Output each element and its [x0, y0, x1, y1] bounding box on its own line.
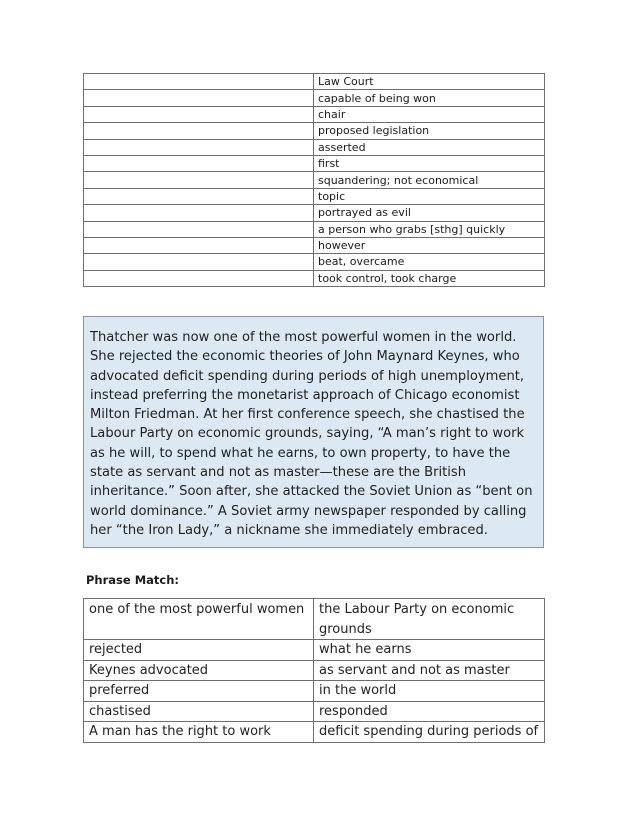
word-cell	[84, 106, 314, 122]
word-cell	[84, 254, 314, 270]
table-row	[84, 722, 545, 743]
table-row	[84, 90, 545, 106]
phrase-end-cell: responded	[314, 701, 545, 722]
table-row	[84, 139, 545, 155]
definition-cell: however	[314, 237, 545, 253]
phrase-end-cell: in the world	[314, 681, 545, 702]
phrase-match-heading: Phrase Match:	[86, 573, 179, 587]
table-row	[84, 188, 545, 204]
definition-cell: a person who grabs [sthg] quickly	[314, 221, 545, 237]
word-cell	[84, 74, 314, 90]
phrase-match-table	[83, 598, 545, 743]
table-row	[84, 106, 545, 122]
phrase-end-cell: the Labour Party on economic grounds	[314, 599, 545, 640]
table-row	[84, 123, 545, 139]
word-cell	[84, 205, 314, 221]
definition-cell: capable of being won	[314, 90, 545, 106]
table-row	[84, 701, 545, 722]
table-row	[84, 205, 545, 221]
phrase-start-cell: Keynes advocated	[84, 660, 314, 681]
word-cell	[84, 123, 314, 139]
word-cell	[84, 188, 314, 204]
phrase-start-cell: one of the most powerful women	[84, 599, 314, 640]
definition-cell: portrayed as evil	[314, 205, 545, 221]
definition-cell: took control, took charge	[314, 270, 545, 286]
word-cell	[84, 139, 314, 155]
table-row	[84, 660, 545, 681]
word-cell	[84, 155, 314, 171]
word-cell	[84, 221, 314, 237]
table-row	[84, 599, 545, 640]
definition-cell: chair	[314, 106, 545, 122]
definition-cell: asserted	[314, 139, 545, 155]
table-row	[84, 270, 545, 286]
reading-passage-text: Thatcher was now one of the most powerful women in the world. She rejected the economic theories of John Maynard Keynes, who advocated deficit spending during periods of high unemployment, instead preferring the monetarist approach of Chicago economist Milton Friedman. At her first conference speech, she chastised the Labour Party on economic grounds, saying, “A man’s right to work as he will, to spend what he earns, to own property, to have the state as servant and not as master—these are the British inheritance.” Soon after, she attacked the Soviet Union as “bent on world dominance.” A Soviet army newspaper responded by calling her “the Iron Lady,” a nickname she immediately embraced.	[90, 330, 533, 538]
table-row	[84, 221, 545, 237]
vocabulary-table	[83, 73, 545, 287]
definition-cell: beat, overcame	[314, 254, 545, 270]
phrase-end-cell: what he earns	[314, 640, 545, 661]
table-row	[84, 237, 545, 253]
definition-cell: first	[314, 155, 545, 171]
phrase-start-cell: preferred	[84, 681, 314, 702]
word-cell	[84, 237, 314, 253]
definition-cell: Law Court	[314, 74, 545, 90]
definition-cell: topic	[314, 188, 545, 204]
definition-cell: squandering; not economical	[314, 172, 545, 188]
table-row	[84, 254, 545, 270]
table-row	[84, 640, 545, 661]
table-row	[84, 155, 545, 171]
word-cell	[84, 90, 314, 106]
table-row	[84, 74, 545, 90]
word-cell	[84, 270, 314, 286]
reading-passage-box	[83, 316, 544, 548]
word-cell	[84, 172, 314, 188]
definition-cell: proposed legislation	[314, 123, 545, 139]
phrase-end-cell: deficit spending during periods of	[314, 722, 545, 743]
phrase-start-cell: rejected	[84, 640, 314, 661]
table-row	[84, 681, 545, 702]
table-row	[84, 172, 545, 188]
phrase-end-cell: as servant and not as master	[314, 660, 545, 681]
phrase-start-cell: chastised	[84, 701, 314, 722]
phrase-start-cell: A man has the right to work	[84, 722, 314, 743]
